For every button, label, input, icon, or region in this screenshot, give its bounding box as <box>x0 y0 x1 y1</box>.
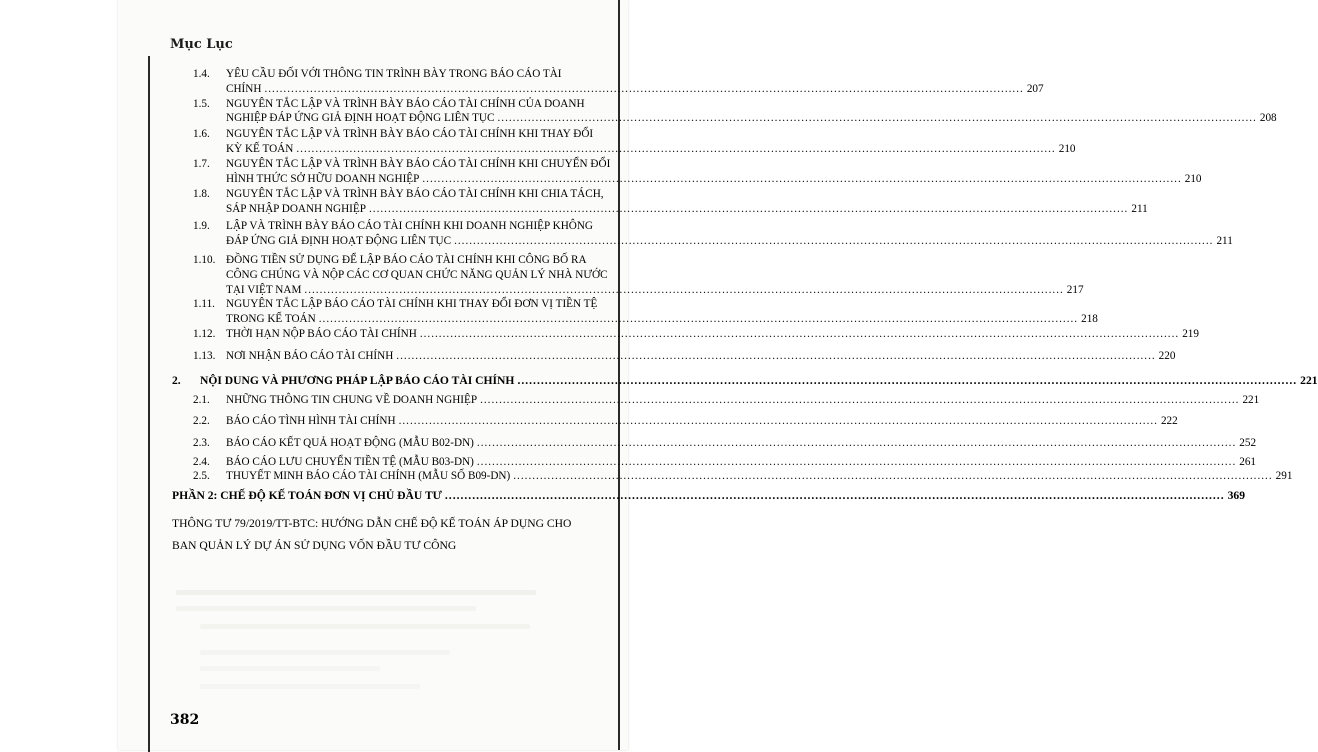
entry-title: NGUYÊN TẮC LẬP VÀ TRÌNH BÀY BÁO CÁO TÀI CHÍNH KHI CHUYỂN ĐỔI <box>226 158 611 170</box>
entry-page: 207 <box>1026 83 1044 95</box>
dot-leader: ........................................................................................................................................................................................................ <box>444 489 1225 502</box>
entry-title-line <box>226 127 594 142</box>
entry-title-line <box>226 268 608 283</box>
entry-title-line <box>226 349 1176 364</box>
entry-title-line <box>226 312 1098 327</box>
entry-title-line <box>226 283 1084 298</box>
dot-leader: ........................................................................................................................................................................................................ <box>454 235 1214 247</box>
dot-leader: ........................................................................................................................................................................................................ <box>318 313 1079 325</box>
entry-number: 2.2. <box>193 415 210 427</box>
dot-leader: ........................................................................................................................................................................................................ <box>422 173 1182 185</box>
part-title: PHẦN 2: CHẾ ĐỘ KẾ TOÁN ĐƠN VỊ CHỦ ĐẦU TƯ <box>172 489 442 502</box>
entry-title-line <box>226 469 1293 484</box>
entry-title: ĐÁP ỨNG GIẢ ĐỊNH HOẠT ĐỘNG LIÊN TỤC <box>226 235 452 247</box>
entry-title: BÁO CÁO LƯU CHUYỂN TIỀN TỆ (MẪU B03-DN) <box>226 456 474 468</box>
entry-title-line <box>226 97 586 112</box>
entry-title: SÁP NHẬP DOANH NGHIỆP <box>226 203 366 215</box>
entry-number: 1.10. <box>193 254 216 266</box>
entry-title-line <box>226 436 1257 451</box>
entry-title: NGUYÊN TẮC LẬP VÀ TRÌNH BÀY BÁO CÁO TÀI CHÍNH KHI CHIA TÁCH, <box>226 188 604 200</box>
entry-page: 218 <box>1081 313 1098 325</box>
dot-leader: ........................................................................................................................................................................................................ <box>398 415 1158 427</box>
entry-title-line <box>226 297 598 312</box>
entry-title: NGHIỆP ĐÁP ỨNG GIẢ ĐỊNH HOẠT ĐỘNG LIÊN TỤC <box>226 112 495 124</box>
entry-title: NGUYÊN TẮC LẬP VÀ TRÌNH BÀY BÁO CÁO TÀI CHÍNH KHI THAY ĐỔI <box>226 128 594 140</box>
entry-title-line <box>226 414 1178 429</box>
entry-title-line <box>226 219 594 234</box>
dot-leader: ........................................................................................................................................................................................................ <box>264 83 1024 95</box>
entry-number: 2.3. <box>193 437 210 449</box>
entry-page: 217 <box>1066 284 1084 296</box>
entry-number: 1.9. <box>193 220 210 232</box>
circular-text-line: THÔNG TƯ 79/2019/TT-BTC: HƯỚNG DẪN CHẾ ĐỘ KẾ TOÁN ÁP DỤNG CHO <box>172 517 572 530</box>
entry-number: 1.13. <box>193 350 216 362</box>
entry-title: YÊU CẦU ĐỐI VỚI THÔNG TIN TRÌNH BÀY TRONG BÁO CÁO TÀI <box>226 68 562 80</box>
entry-title-line <box>226 393 1260 408</box>
section-number: 2. <box>172 374 181 387</box>
page-header: Mục Lục <box>170 37 233 52</box>
section-page: 221 <box>1300 374 1318 387</box>
entry-title-line <box>226 253 586 268</box>
entry-number: 1.5. <box>193 98 210 110</box>
entry-page: 208 <box>1259 112 1277 124</box>
show-through-mark <box>200 624 530 629</box>
entry-title: CHÍNH <box>226 83 262 95</box>
entry-title: LẬP VÀ TRÌNH BÀY BÁO CÁO TÀI CHÍNH KHI DOANH NGHIỆP KHÔNG <box>226 220 594 232</box>
entry-title-line <box>226 142 1076 157</box>
show-through-mark <box>176 606 476 611</box>
entry-page: 219 <box>1182 328 1199 340</box>
entry-title: NGUYÊN TẮC LẬP BÁO CÁO TÀI CHÍNH KHI THAY ĐỔI ĐƠN VỊ TIỀN TỆ <box>226 298 598 310</box>
left-margin-rule <box>148 56 150 752</box>
dot-leader: ........................................................................................................................................................................................................ <box>396 350 1156 362</box>
entry-title-line <box>226 202 1148 217</box>
entry-title: THUYẾT MINH BÁO CÁO TÀI CHÍNH (MẪU SỐ B09-DN) <box>226 470 511 482</box>
toc-part-heading <box>172 489 1245 502</box>
entry-page: 221 <box>1242 394 1260 406</box>
section-title: NỘI DUNG VÀ PHƯƠNG PHÁP LẬP BÁO CÁO TÀI CHÍNH <box>200 374 515 387</box>
entry-title: ĐỒNG TIỀN SỬ DỤNG ĐỂ LẬP BÁO CÁO TÀI CHÍNH KHI CÔNG BỐ RA <box>226 254 587 266</box>
dot-leader: ........................................................................................................................................................................................................ <box>476 437 1237 449</box>
show-through-mark <box>200 650 450 655</box>
entry-page: 291 <box>1275 470 1293 482</box>
entry-title-line <box>226 455 1257 470</box>
entry-page: 210 <box>1058 143 1076 155</box>
dot-leader: ........................................................................................................................................................................................................ <box>517 374 1298 387</box>
dot-leader: ........................................................................................................................................................................................................ <box>368 203 1129 215</box>
entry-page: 220 <box>1158 350 1176 362</box>
entry-title: TẠI VIỆT NAM <box>226 284 302 296</box>
show-through-mark <box>176 590 536 595</box>
dot-leader: ........................................................................................................................................................................................................ <box>497 112 1257 124</box>
entry-title: KỲ KẾ TOÁN <box>226 143 294 155</box>
entry-page: 252 <box>1239 437 1257 449</box>
entry-title: NHỮNG THÔNG TIN CHUNG VỀ DOANH NGHIỆP <box>226 394 478 406</box>
entry-page: 211 <box>1131 203 1148 215</box>
entry-number: 2.1. <box>193 394 210 406</box>
entry-title-line <box>226 234 1233 249</box>
section-title-line <box>200 373 1318 388</box>
entry-title-line <box>226 157 611 172</box>
entry-title-line <box>226 327 1199 342</box>
circular-text-line: BAN QUẢN LÝ DỰ ÁN SỬ DỤNG VỐN ĐẦU TƯ CÔNG <box>172 539 457 552</box>
dot-leader: ........................................................................................................................................................................................................ <box>304 284 1064 296</box>
show-through-mark <box>200 684 420 689</box>
entry-title: THỜI HẠN NỘP BÁO CÁO TÀI CHÍNH <box>226 328 417 340</box>
entry-title-line <box>226 111 1277 126</box>
entry-number: 1.4. <box>193 68 210 80</box>
entry-number: 1.8. <box>193 188 210 200</box>
entry-title: BÁO CÁO KẾT QUẢ HOẠT ĐỘNG (MẪU B02-DN) <box>226 437 474 449</box>
page-number: 382 <box>170 712 200 728</box>
entry-title-line <box>226 67 586 82</box>
entry-title-line <box>226 172 1202 187</box>
entry-title: NƠI NHẬN BÁO CÁO TÀI CHÍNH <box>226 350 394 362</box>
entry-page: 222 <box>1160 415 1178 427</box>
entry-number: 2.4. <box>193 456 210 468</box>
entry-number: 1.6. <box>193 128 210 140</box>
entry-page: 210 <box>1184 173 1202 185</box>
entry-title: CÔNG CHÚNG VÀ NỘP CÁC CƠ QUAN CHỨC NĂNG QUẢN LÝ NHÀ NƯỚC <box>226 269 608 281</box>
part-page: 369 <box>1227 489 1245 502</box>
entry-number: 2.5. <box>193 470 210 482</box>
entry-title: TRONG KẾ TOÁN <box>226 313 316 325</box>
dot-leader: ........................................................................................................................................................................................................ <box>296 143 1056 155</box>
entry-title-line <box>226 82 1044 97</box>
dot-leader: ........................................................................................................................................................................................................ <box>419 328 1180 340</box>
dot-leader: ........................................................................................................................................................................................................ <box>476 456 1237 468</box>
entry-title: BÁO CÁO TÌNH HÌNH TÀI CHÍNH <box>226 415 396 427</box>
entry-page: 261 <box>1239 456 1257 468</box>
dot-leader: ........................................................................................................................................................................................................ <box>480 394 1240 406</box>
entry-page: 211 <box>1216 235 1233 247</box>
entry-title: NGUYÊN TẮC LẬP VÀ TRÌNH BÀY BÁO CÁO TÀI CHÍNH CỦA DOANH <box>226 98 585 110</box>
entry-number: 1.7. <box>193 158 210 170</box>
entry-number: 1.12. <box>193 328 216 340</box>
entry-title-line <box>226 187 604 202</box>
show-through-mark <box>200 666 380 671</box>
entry-number: 1.11. <box>193 298 215 310</box>
dot-leader: ........................................................................................................................................................................................................ <box>513 470 1273 482</box>
entry-title: HÌNH THỨC SỞ HỮU DOANH NGHIỆP <box>226 173 420 185</box>
